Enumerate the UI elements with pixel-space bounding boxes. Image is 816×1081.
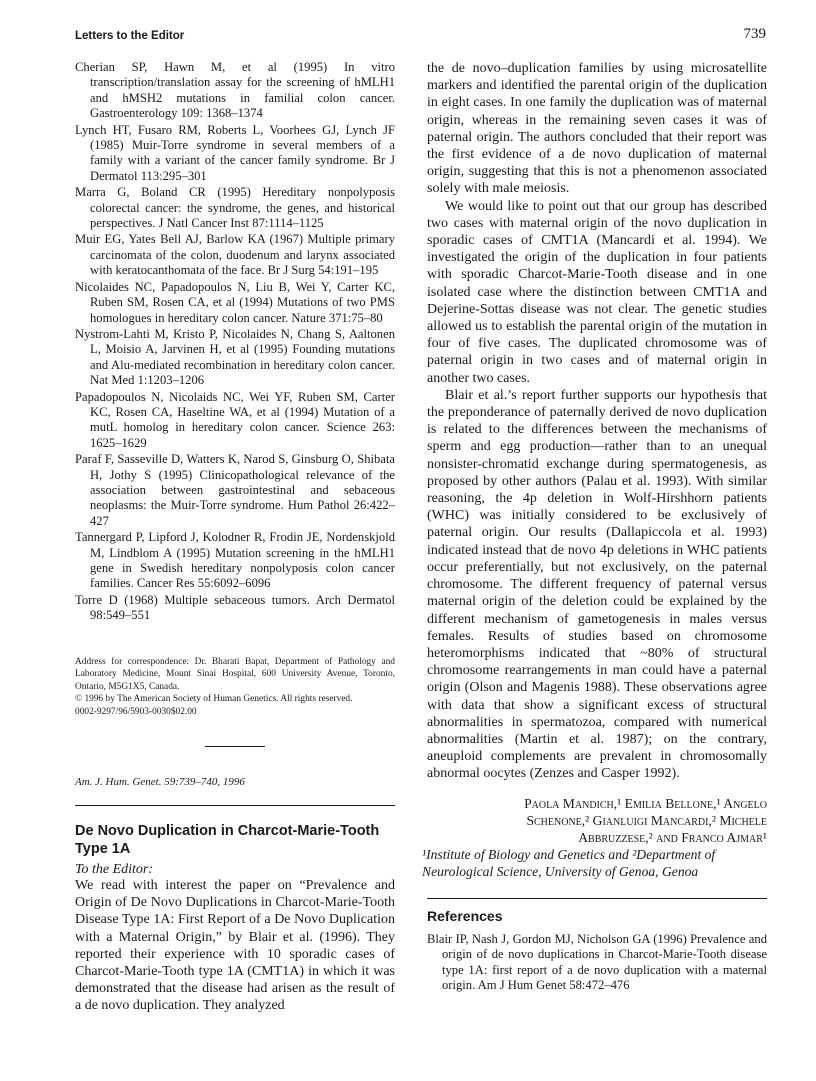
article-title: De Novo Duplication in Charcot-Marie-Tooth Type 1A (75, 822, 380, 857)
issn-code: 0002-9297/96/5903-0030$02.00 (75, 706, 197, 717)
author-line: Abbruzzese,² and Franco Ajmar¹ (578, 829, 767, 845)
author-list (427, 795, 767, 846)
right-column (422, 60, 767, 995)
body-paragraph: We would like to point out that our group has described two cases with maternal origin of the novo duplication in sporadic cases of CMT1A (Mancardi et al. 1994). We investigated the origin of the duplication in four patients with sporadic Charcot-Marie-Tooth disease and in one isolated case where the distinction between CMT1A and Dejerine-Sottas disease was not clear. The genetic studies allowed us to establish the parental origin of the mutation in four of five cases. The duplicated chromosome was of paternal origin in two cases and of maternal origin in another two cases. (427, 198, 767, 386)
body-paragraph: We read with interest the paper on “Prevalence and Origin of De Novo Duplications in Charcot-Marie-Tooth Disease Type 1A: First Report of a De Novo Duplication with a Maternal Origin,” by Blair et al. (1996). They reported their experience with 10 sporadic cases of Charcot-Marie-Tooth type 1A (CMT1A) in which it was demonstrated that the disease had arisen as the result of a de novo duplication. They analyzed (75, 877, 395, 1014)
journal-citation: Am. J. Hum. Genet. 59:739–740, 1996 (75, 776, 245, 789)
author-affiliation: ¹Institute of Biology and Genetics and ²Department of Neurological Science, University of Genoa, Genoa (422, 846, 716, 879)
body-paragraph: the de novo–duplication families by using microsatellite markers and identified the parental origin of the duplication in eight cases. In one family the duplication was of maternal origin, whereas in the remaining seven cases it was of paternal origin. The authors concluded that their report was the first evidence of a de novo duplication of maternal origin, suggesting that this is not a phenomenon associated solely with male meiosis. (427, 61, 767, 197)
body-paragraph: Blair et al.’s report further supports our hypothesis that the preponderance of paternally derived de novo duplication is related to the differences between the mechanisms of sperm and egg production—rather than to an unequal nonsister-chromatid exchange during spermatogenesis, as proposed by other authors (Palau et al. 1993). With similar reasoning, the 4p deletion in Wolf-Hirshhorn patients (WHC) was initially considered to be exclusively of paternal origin. Our results (Dallapiccola et al. 1993) indicated instead that de novo 4p deletions in WHC patients occur preferentially, but not exclusively, on the paternal chromosome. The different frequency of paternal versus maternal origin of the deletion could be explained by the different mechanism of gametogenesis in males versus females. Results of studies based on chromosome heteromorphisms indicated that ~80% of structural chromosome rearrangements in man could have a paternal origin (Olson and Magenis 1988). These observations agree with data that show a significant excess of structural abnormalities in spermatozoa, compared with numerical abnormalities (Martin et al. 1987); on the contrary, aneuploid complements are prevalent in chromosomally abnormal oocytes (Zenzes and Casper 1992). (427, 387, 767, 782)
left-column (75, 60, 395, 1015)
salutation: To the Editor: (75, 861, 154, 877)
author-line: Paola Mandich,¹ Emilia Bellone,¹ Angelo (524, 795, 767, 811)
reference-item: Lynch HT, Fusaro RM, Roberts L, Voorhees GJ, Lynch JF (1985) Muir-Torre syndrome in several members of a family with a variant of the cancer family syndrome. Br J Dermatol 113:295–301 (75, 122, 395, 183)
correspondence-address: Address for correspondence: Dr. Bharati Bapat, Department of Pathology and Laboratory Medicine, Mount Sinai Hospital, 600 University Avenue, Toronto, Ontario, M5G1X5, Canada. (75, 656, 395, 692)
author-line: Schenone,² Gianluigi Mancardi,² Michele (526, 812, 767, 828)
correspondence-block (75, 656, 395, 719)
copyright-notice: © 1996 by The American Society of Human Genetics. All rights reserved. (75, 694, 353, 705)
references-heading: References (427, 898, 767, 924)
reference-list (75, 60, 395, 624)
reference-item: Muir EG, Yates Bell AJ, Barlow KA (1967) Multiple primary carcinomata of the colon, duodenum and larynx associated with keratocanthomata of the face. Br J Surg 54:191–195 (75, 232, 395, 278)
reference-item: Nicolaides NC, Papadopoulos N, Liu B, Wei Y, Carter KC, Ruben SM, Rosen CA, et al (1994) Mutations of two PMS homologues in hereditary colon cancer. Nature 371:75–80 (75, 279, 395, 325)
page-number: 739 (743, 26, 766, 42)
reference-item: Marra G, Boland CR (1995) Hereditary nonpolyposis colorectal cancer: the syndrome, the genes, and historical perspectives. J Natl Cancer Inst 87:1114–1125 (75, 185, 395, 231)
reference-item: Cherian SP, Hawn M, et al (1995) In vitro transcription/translation assay for the screening of hMLH1 and hMSH2 mutations in familial colon cancer. Gastroenterology 109: 1368–1374 (75, 60, 395, 121)
citation-rule (75, 805, 395, 806)
reference-item: Torre D (1968) Multiple sebaceous tumors. Arch Dermatol 98:549–551 (75, 592, 395, 623)
reference-item: Tannergard P, Lipford J, Kolodner R, Frodin JE, Nordenskjold M, Lindblom A (1995) Mutation screening in the hMLH1 gene in Swedish hereditary nonpolyposis colon cancer families. Cancer Res 55:6092–6096 (75, 530, 395, 591)
section-divider (205, 746, 265, 747)
reference-item: Blair IP, Nash J, Gordon MJ, Nicholson GA (1996) Prevalence and origin of de novo duplications in Charcot-Marie-Tooth disease type 1A: first report of a de novo duplication with a maternal origin. Am J Hum Genet 58:472–476 (427, 931, 767, 993)
running-header: Letters to the Editor (75, 30, 185, 42)
reference-item: Papadopoulos N, Nicolaids NC, Wei YF, Ruben SM, Carter KC, Rosen CA, Haseltine WA, et al (1994) Mutation of a mutL homolog in hereditary colon cancer. Science 263: 1625–1629 (75, 389, 395, 450)
reference-item: Nystrom-Lahti M, Kristo P, Nicolaides N, Chang S, Aaltonen L, Moisio A, Jarvinen H, et al (1995) Founding mutations and Alu-mediated recombination in hereditary colon cancer. Nat Med 1:1203–1206 (75, 326, 395, 388)
reference-item: Paraf F, Sasseville D, Watters K, Narod S, Ginsburg O, Shibata H, Jothy S (1995) Clinicopathological relevance of the association between gastrointestinal and sebaceous neoplasms: the Muir-Torre syndrome. Hum Pathol 26:422–427 (75, 452, 395, 528)
